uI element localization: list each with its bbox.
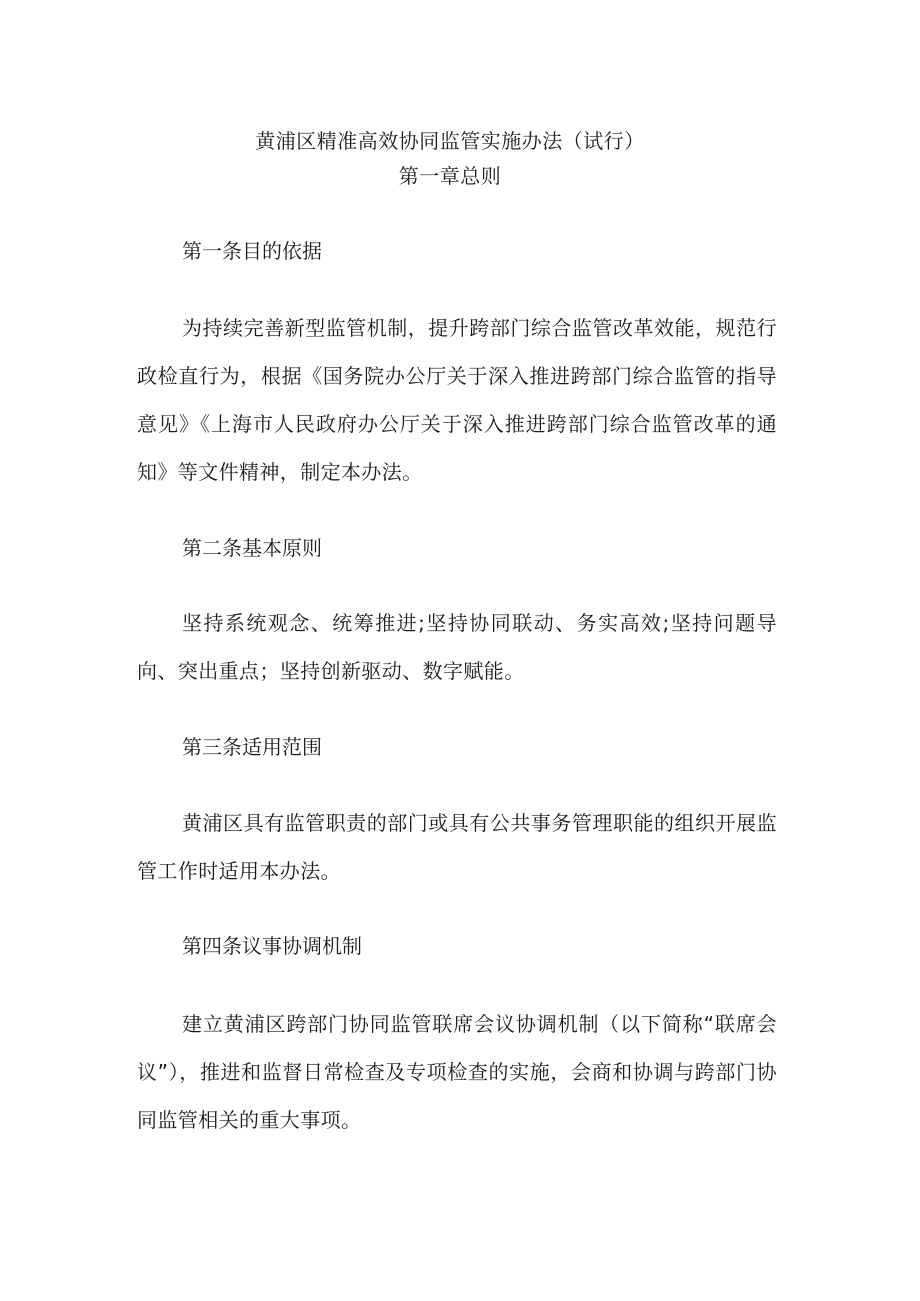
article-1-body: 为持续完善新型监管机制，提升跨部门综合监管改革效能，规范行政检直行为，根据《国务院办公厅关于深入推进跨部门综合监管的指导意见》《上海市人民政府办公厅关于深入推进跨部门综合监管改革的通知》等文件精神，制定本办法。 xyxy=(137,316,777,484)
article-4-heading: 第四条议事协调机制 xyxy=(182,934,362,958)
chapter-title: 第一章总则 xyxy=(398,164,502,188)
article-1-heading: 第一条目的依据 xyxy=(182,239,322,263)
article-2-heading: 第二条基本原则 xyxy=(182,536,322,560)
article-3-heading: 第三条适用范围 xyxy=(182,735,322,759)
article-2-body: 坚持系统观念、统筹推进;坚持协同联动、务实高效;坚持问题导向、突出重点；坚持创新驱动、数字赋能。 xyxy=(137,611,777,683)
article-4-body: 建立黄浦区跨部门协同监管联席会议协调机制（以下简称“联席会议”），推进和监督日常检查及专项检查的实施，会商和协调与跨部门协同监管相关的重大事项。 xyxy=(137,1012,777,1132)
article-3-body: 黄浦区具有监管职责的部门或具有公共事务管理职能的组织开展监管工作时适用本办法。 xyxy=(137,811,777,883)
document-title: 黄浦区精准高效协同监管实施办法（试行） xyxy=(255,129,645,153)
